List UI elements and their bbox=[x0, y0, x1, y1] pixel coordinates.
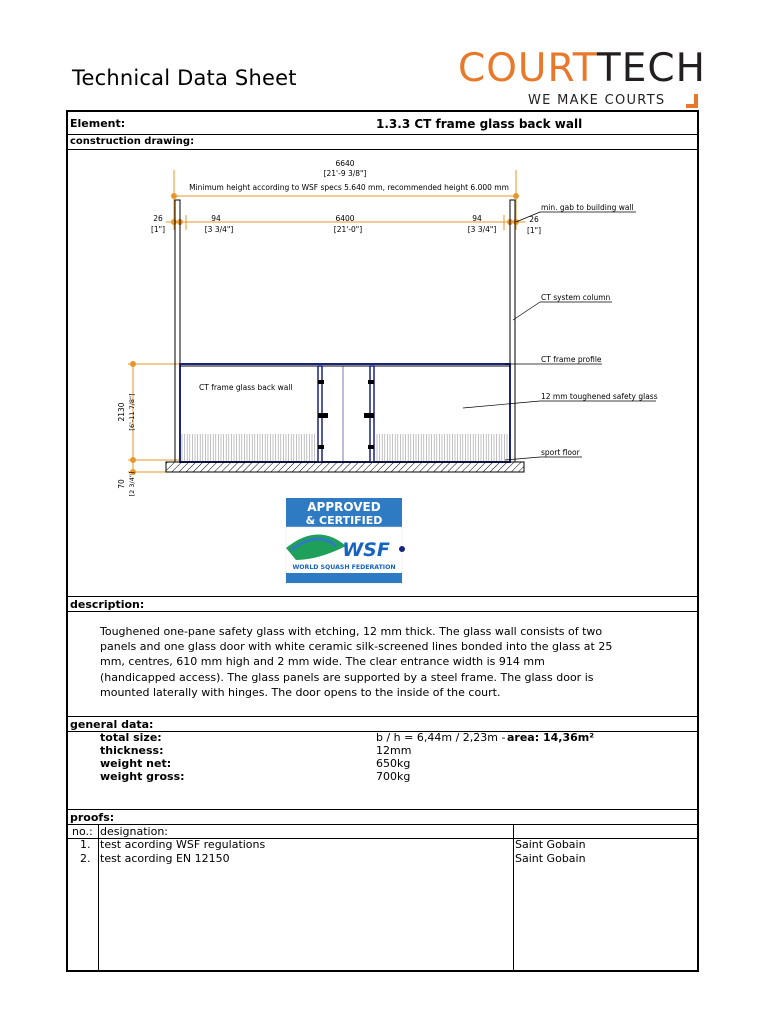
sport-floor bbox=[166, 462, 524, 472]
dim-94-right: 94 bbox=[472, 214, 482, 223]
dim-inner-imperial: [21'-0"] bbox=[333, 225, 363, 234]
dim-94-right-imperial: [3 3/4"] bbox=[467, 225, 497, 234]
column-divider bbox=[513, 824, 514, 972]
dim-total: 6640 bbox=[335, 159, 355, 168]
callout-system-column: CT system column bbox=[541, 293, 611, 302]
logo-tagline: WE MAKE COURTS bbox=[528, 93, 666, 108]
dimension-lines bbox=[128, 170, 525, 475]
weight-net-label: weight net: bbox=[100, 757, 172, 770]
construction-drawing-label: construction drawing: bbox=[70, 136, 195, 147]
callout-building-gap: min. gab to building wall bbox=[541, 203, 634, 212]
system-columns bbox=[175, 200, 515, 462]
dim-floor-imperial: [2 3/4"] bbox=[128, 471, 136, 497]
weight-gross-label: weight gross: bbox=[100, 770, 185, 783]
element-label: Element: bbox=[70, 117, 126, 130]
dim-94-left: 94 bbox=[211, 214, 221, 223]
dim-height: 2130 bbox=[117, 402, 126, 422]
dim-left: 26 bbox=[153, 214, 163, 223]
callout-leaders bbox=[463, 212, 656, 460]
dim-height-imperial: [6'-11 7/8"] bbox=[128, 393, 136, 431]
proof-row-designation: test acording EN 12150 bbox=[100, 852, 230, 865]
badge-line2: & CERTIFIED bbox=[305, 514, 383, 527]
description-label: description: bbox=[70, 598, 145, 611]
height-note: Minimum height according to WSF specs 5.640 mm, recommended height 6.000 mm bbox=[189, 183, 509, 192]
wall-label: CT frame glass back wall bbox=[199, 383, 293, 392]
total-size-value: b / h = 6,44m / 2,23m - bbox=[376, 731, 506, 744]
dim-total-imperial: [21'-9 3/8"] bbox=[323, 169, 367, 178]
general-data-label: general data: bbox=[70, 718, 154, 731]
dim-floor: 70 bbox=[117, 479, 126, 489]
wsf-logo-text: WSF bbox=[342, 539, 390, 561]
element-value: 1.3.3 CT frame glass back wall bbox=[376, 117, 583, 131]
proofs-label: proofs: bbox=[70, 811, 115, 824]
weight-net-value: 650kg bbox=[376, 757, 411, 770]
dim-inner: 6400 bbox=[335, 214, 355, 223]
ball-icon bbox=[399, 546, 405, 552]
proofs-designation-header: designation: bbox=[100, 825, 169, 838]
proof-row-by: Saint Gobain bbox=[515, 838, 586, 851]
proofs-no-header: no.: bbox=[72, 825, 93, 838]
weight-gross-value: 700kg bbox=[376, 770, 411, 783]
thickness-label: thickness: bbox=[100, 744, 164, 757]
callout-frame-profile: CT frame profile bbox=[541, 355, 602, 364]
total-size-label: total size: bbox=[100, 731, 162, 744]
approved-certified-badge bbox=[286, 498, 405, 583]
area-value: area: 14,36m² bbox=[507, 731, 595, 744]
badge-footer: WORLD SQUASH FEDERATION bbox=[292, 564, 396, 571]
dim-right: 26 bbox=[529, 215, 539, 224]
column-divider bbox=[98, 824, 99, 972]
etched-lines bbox=[182, 434, 507, 461]
page-title: Technical Data Sheet bbox=[72, 66, 297, 90]
proof-row-no: 1. bbox=[80, 838, 91, 851]
description-text: Toughened one-pane safety glass with etching, 12 mm thick. The glass wall consists of two panels and one glass door with white ceramic silk-screened lines bonded into the glass at 25 mm, centres, 610 mm high and 2 mm wide. The clear entrance width is 914 mm (handicapped access). The glass panels are supported by a steel frame. The glass door is mounted laterally with hinges. The door opens to the inside of the court. bbox=[100, 625, 613, 699]
dim-left-imperial: [1"] bbox=[150, 225, 166, 234]
dim-94-left-imperial: [3 3/4"] bbox=[204, 225, 234, 234]
divider bbox=[66, 596, 699, 597]
proof-row-no: 2. bbox=[80, 852, 91, 865]
divider bbox=[66, 809, 699, 810]
callout-safety-glass: 12 mm toughened safety glass bbox=[541, 392, 658, 401]
proof-row-designation: test acording WSF regulations bbox=[100, 838, 266, 851]
dim-right-imperial: [1"] bbox=[526, 226, 542, 235]
courtech-logo: COURTTECH bbox=[458, 46, 706, 91]
divider bbox=[66, 611, 699, 612]
thickness-value: 12mm bbox=[376, 744, 412, 757]
proof-row-by: Saint Gobain bbox=[515, 852, 586, 865]
badge-line1: APPROVED bbox=[307, 500, 381, 514]
callout-sport-floor: sport floor bbox=[541, 448, 580, 457]
divider bbox=[66, 716, 699, 717]
